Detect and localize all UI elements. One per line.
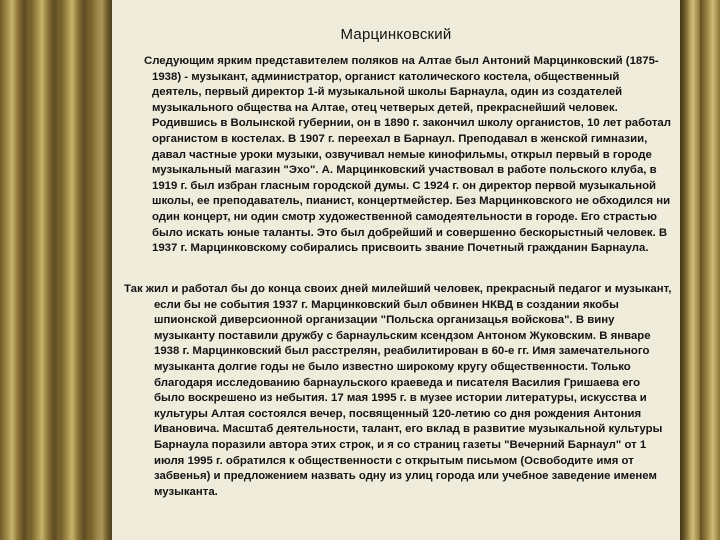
paragraph-biography-text: Следующим ярким представителем поляков на Алтае был Антоний Марцинковский (1875-1938) - музыкант, администратор, органист католического костела, общественный деятель, первый директор 1-й музыкальной школы Барнаула, один из создателей музыкального общества на Алтае, отец четверых детей, прекраснейший человек. Родившись в Волынской губернии, он в 1890 г. закончил школу органистов, 10 лет работал органистом в костелах. В 1907 г. переехал в Барнаул. Преподавал в женской гимназии, давал частные уроки музыки, озвучивал немые кинофильмы, открыл первый в городе музыкальный магазин "Эхо". А. Марцинковский участвовал в работе польского клуба, в 1919 г. был избран гласным городской думы. С 1924 г. он директор первой музыкальной школы, ее преподаватель, пианист, концертмейстер. Без Марцинковского не обходился ни один концерт, ни один смотр художественной самодеятельности в городе. Его страстью было искать юные таланты. Это был добрейший и совершенно бескорыстный человек. В 1937 г. Марцинковскому собирались присвоить звание Почетный гражданин Барнаула. <box>144 55 671 255</box>
paragraph-repression-text: Так жил и работал бы до конца своих дней милейший человек, прекрасный педагог и музыкант, если бы не события 1937 г. Марцинковский был обвинен НКВД в создании якобы шпионской диверсионной организации "Польска организацья войскова". В вину музыканту поставили дружбу с барнаульским ксендзом Антоном Жуковским. В январе 1938 г. Марцинковский был расстрелян, реабилитирован в 60-е гг. Имя замечательного музыканта долгие годы не было известно широкому кругу общественности. Только благодаря исследованию барнаульского краеведа и писателя Василия Гришаева его было воскрешено из небытия. 17 мая 1995 г. в музее истории литературы, искусства и культуры Алтая состоялся вечер, посвященный 120-летию со дня рождения Антония Ивановича. Масштаб деятельности, талант, его вклад в развитие музыкальной культуры Барнаула поразили автора этих строк, и я со страниц газеты "Вечерний Барнаул" от 1 июля 1995 г. обратился к общественности с открытым письмом (Освободите имя от забвенья) и предложением назвать одну из улиц города или учебное заведение именем музыканта. <box>124 283 672 498</box>
slide-content <box>112 0 680 540</box>
slide-title: Марцинковский <box>340 26 452 43</box>
paragraph-repression <box>124 282 672 500</box>
paragraph-biography <box>144 54 672 257</box>
left-curtain-decoration <box>0 0 112 540</box>
right-curtain-decoration <box>680 0 720 540</box>
